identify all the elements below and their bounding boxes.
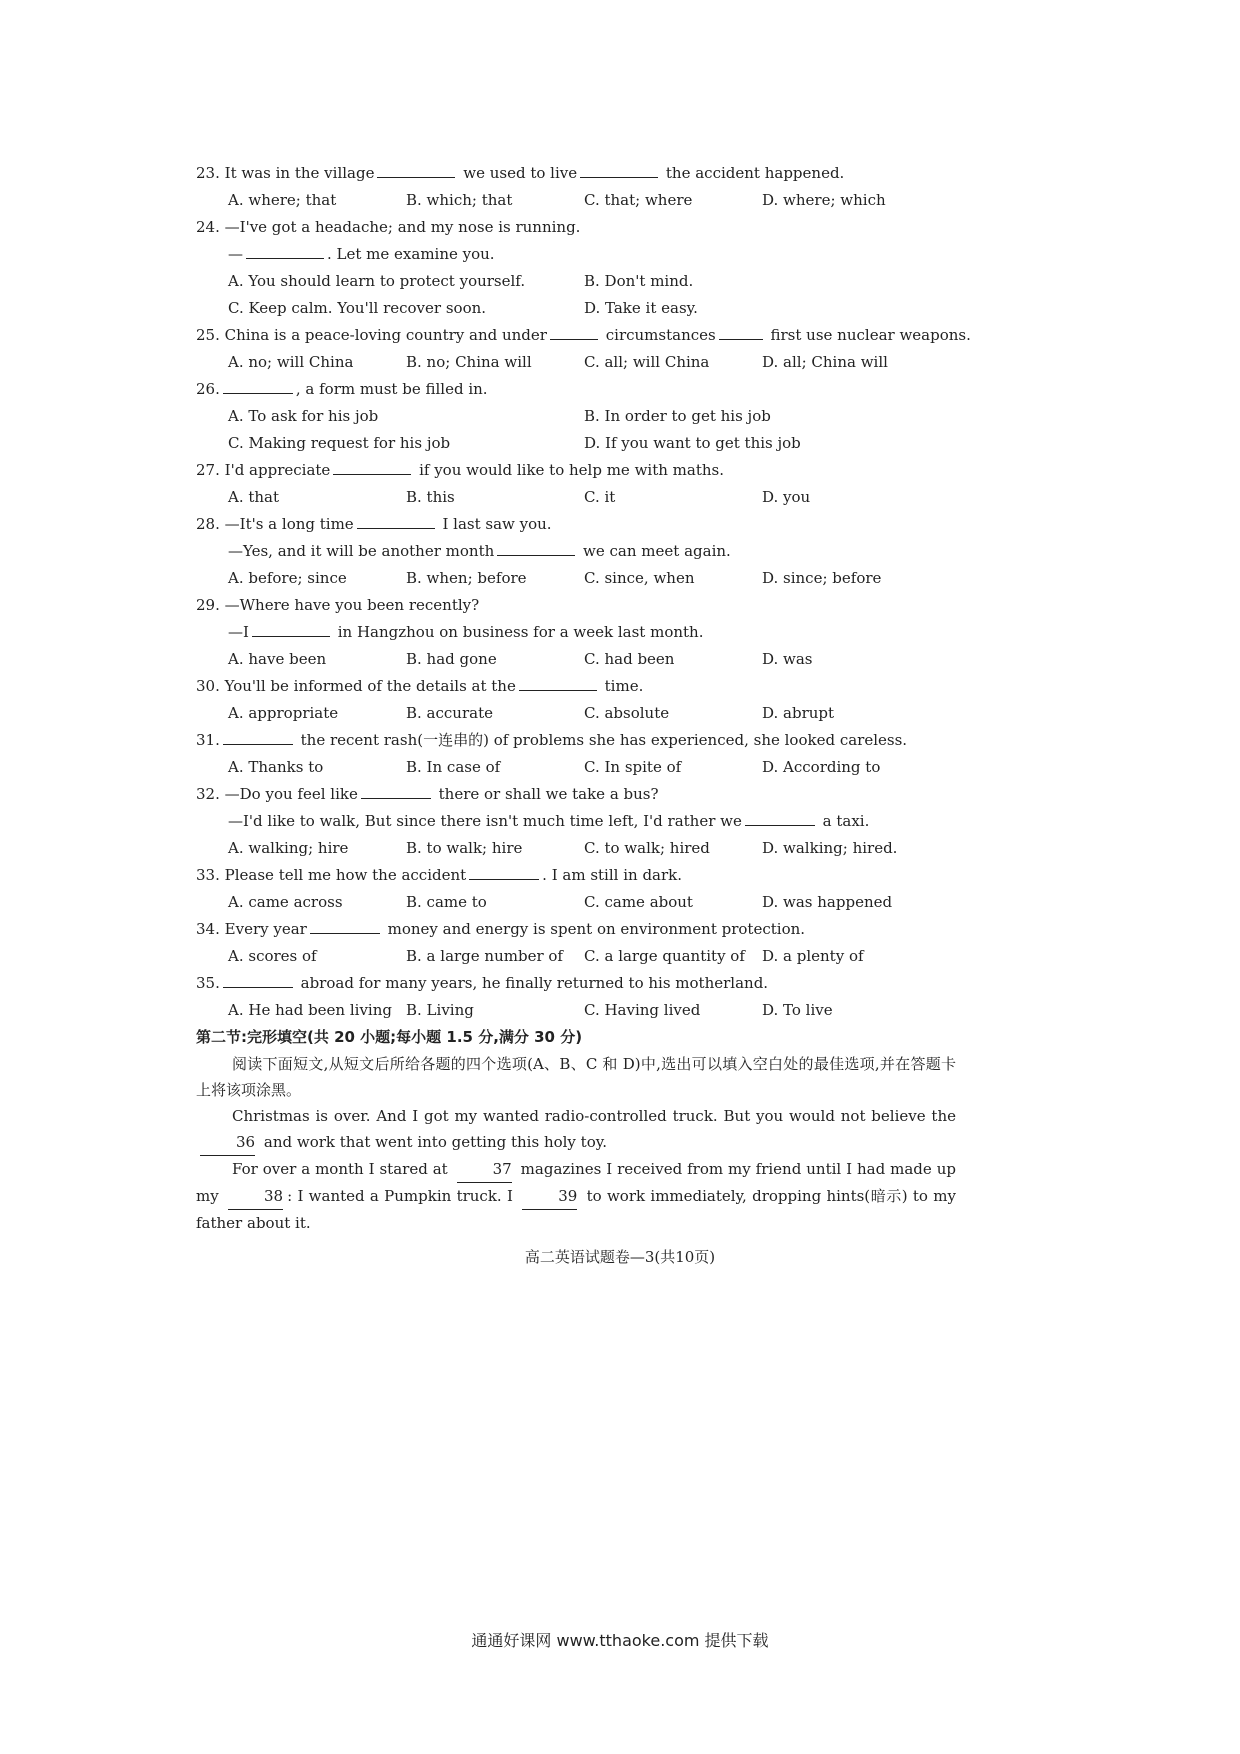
options-34 [196, 943, 956, 970]
option-d: D. abrupt [762, 704, 835, 722]
question-number: 29. [196, 596, 220, 614]
question-32-reply: —I'd like to walk, But since there isn't much time left, I'd rather we a taxi. [228, 812, 870, 830]
option-d: D. According to [762, 758, 881, 776]
cloze-blank-38: 38 [228, 1183, 283, 1210]
option-a: A. no; will China [228, 353, 354, 371]
question-number: 23. [196, 164, 220, 182]
cloze-blank-39: 39 [522, 1183, 577, 1210]
option-b: B. this [406, 488, 455, 506]
question-23: 23. It was in the village we used to live the accident happened. [196, 164, 845, 182]
question-35: 35. abroad for many years, he finally returned to his motherland. [196, 974, 769, 992]
option-a: A. have been [228, 650, 327, 668]
option-c: C. a large quantity of [584, 947, 745, 965]
option-a: A. where; that [228, 191, 337, 209]
option-c: C. Making request for his job [228, 434, 451, 452]
answer-blank [580, 163, 658, 178]
options-26-ab [196, 403, 956, 430]
option-c: C. had been [584, 650, 675, 668]
answer-blank [223, 973, 293, 988]
option-d: D. was happened [762, 893, 893, 911]
question-31: 31. the recent rash(一连串的) of problems she has experienced, she looked careless. [196, 731, 908, 749]
options-23 [196, 187, 956, 214]
option-d: D. a plenty of [762, 947, 864, 965]
answer-blank [361, 784, 431, 799]
option-d: D. since; before [762, 569, 882, 587]
options-25 [196, 349, 956, 376]
option-b: B. In case of [406, 758, 501, 776]
question-30: 30. You'll be informed of the details at the time. [196, 677, 644, 695]
answer-blank [377, 163, 455, 178]
option-b: B. In order to get his job [584, 407, 771, 425]
question-29: 29. —Where have you been recently? [196, 596, 480, 614]
answer-blank [310, 919, 380, 934]
question-27: 27. I'd appreciate if you would like to help me with maths. [196, 461, 724, 479]
option-b: B. came to [406, 893, 487, 911]
option-a: A. Thanks to [228, 758, 324, 776]
question-number: 25. [196, 326, 220, 344]
options-35 [196, 997, 956, 1024]
question-number: 26. [196, 380, 220, 398]
question-number: 28. [196, 515, 220, 533]
question-25: 25. China is a peace-loving country and under circumstances first use nuclear weapons. [196, 326, 971, 344]
option-c: C. In spite of [584, 758, 682, 776]
question-24-reply: — . Let me examine you. [228, 245, 495, 263]
options-32 [196, 835, 956, 862]
option-c: C. to walk; hired [584, 839, 710, 857]
answer-blank [745, 811, 815, 826]
options-27 [196, 484, 956, 511]
option-a: A. walking; hire [228, 839, 349, 857]
question-number: 30. [196, 677, 220, 695]
option-b: B. accurate [406, 704, 493, 722]
option-b: B. no; China will [406, 353, 532, 371]
option-d: D. walking; hired. [762, 839, 898, 857]
options-30 [196, 700, 956, 727]
question-29-reply: —I in Hangzhou on business for a week last month. [228, 623, 704, 641]
cloze-paragraph-1: Christmas is over. And I got my wanted radio-controlled truck. But you would not believe the 36 and work that went into getting this holy toy. [196, 1103, 956, 1156]
option-b: B. to walk; hire [406, 839, 523, 857]
answer-blank [333, 460, 411, 475]
page-footer: 高二英语试题卷—3(共10页) [524, 1248, 716, 1266]
options-28 [196, 565, 956, 592]
option-b: B. when; before [406, 569, 527, 587]
question-26: 26. , a form must be filled in. [196, 380, 488, 398]
option-c: C. absolute [584, 704, 670, 722]
option-d: D. was [762, 650, 813, 668]
section-2-title: 第二节:完形填空(共 20 小题;每小题 1.5 分,满分 30 分) [196, 1028, 583, 1046]
answer-blank [357, 514, 435, 529]
option-a: A. before; since [228, 569, 347, 587]
option-b: B. had gone [406, 650, 497, 668]
options-26-cd [196, 430, 956, 457]
options-33 [196, 889, 956, 916]
cloze-blank-37: 37 [457, 1156, 512, 1183]
option-a: A. He had been living [228, 1001, 392, 1019]
question-number: 27. [196, 461, 220, 479]
question-34: 34. Every year money and energy is spent on environment protection. [196, 920, 806, 938]
options-24-ab [196, 268, 956, 295]
answer-blank [469, 865, 539, 880]
option-b: B. Living [406, 1001, 474, 1019]
questions-area [196, 160, 971, 1236]
option-d: D. Take it easy. [584, 299, 698, 317]
option-a: A. appropriate [228, 704, 339, 722]
answer-blank [246, 244, 324, 259]
answer-blank [719, 325, 763, 340]
section-2-instruction: 阅读下面短文,从短文后所给各题的四个选项(A、B、C 和 D)中,选出可以填入空白处的最佳选项,并在答题卡上将该项涂黑。 [196, 1055, 956, 1099]
option-d: D. all; China will [762, 353, 888, 371]
question-number: 31. [196, 731, 220, 749]
option-d: D. you [762, 488, 811, 506]
question-32: 32. —Do you feel like there or shall we take a bus? [196, 785, 659, 803]
question-28-reply: —Yes, and it will be another month we can meet again. [228, 542, 731, 560]
question-33: 33. Please tell me how the accident . I am still in dark. [196, 866, 683, 884]
option-b: B. Don't mind. [584, 272, 694, 290]
option-c: C. all; will China [584, 353, 710, 371]
answer-blank [550, 325, 598, 340]
question-number: 33. [196, 866, 220, 884]
options-24-cd [196, 295, 956, 322]
question-number: 34. [196, 920, 220, 938]
answer-blank [223, 379, 293, 394]
option-c: C. Having lived [584, 1001, 701, 1019]
option-c: C. it [584, 488, 616, 506]
answer-blank [252, 622, 330, 637]
answer-blank [497, 541, 575, 556]
cloze-blank-36: 36 [200, 1129, 255, 1156]
option-a: A. that [228, 488, 280, 506]
cloze-paragraph-2: For over a month I stared at 37 magazines I received from my friend until I had made up my 38 : I wanted a Pumpkin truck. I 39 to work immediately, dropping hints(暗示) to my father about it. [196, 1156, 956, 1236]
option-d: D. To live [762, 1001, 833, 1019]
answer-blank [223, 730, 293, 745]
option-c: C. that; where [584, 191, 693, 209]
option-a: A. scores of [228, 947, 317, 965]
question-28: 28. —It's a long time I last saw you. [196, 515, 552, 533]
option-b: B. a large number of [406, 947, 563, 965]
question-number: 32. [196, 785, 220, 803]
option-c: C. came about [584, 893, 693, 911]
options-31 [196, 754, 956, 781]
option-b: B. which; that [406, 191, 513, 209]
question-number: 24. [196, 218, 220, 236]
option-c: C. since, when [584, 569, 695, 587]
option-d: D. If you want to get this job [584, 434, 801, 452]
option-d: D. where; which [762, 191, 886, 209]
option-a: A. came across [228, 893, 343, 911]
site-footer: 通通好课网 www.tthaoke.com 提供下载 [471, 1631, 769, 1650]
option-a: A. You should learn to protect yourself. [228, 272, 526, 290]
answer-blank [519, 676, 597, 691]
option-c: C. Keep calm. You'll recover soon. [228, 299, 487, 317]
question-24: 24. —I've got a headache; and my nose is running. [196, 218, 581, 236]
option-a: A. To ask for his job [228, 407, 379, 425]
question-number: 35. [196, 974, 220, 992]
options-29 [196, 646, 956, 673]
